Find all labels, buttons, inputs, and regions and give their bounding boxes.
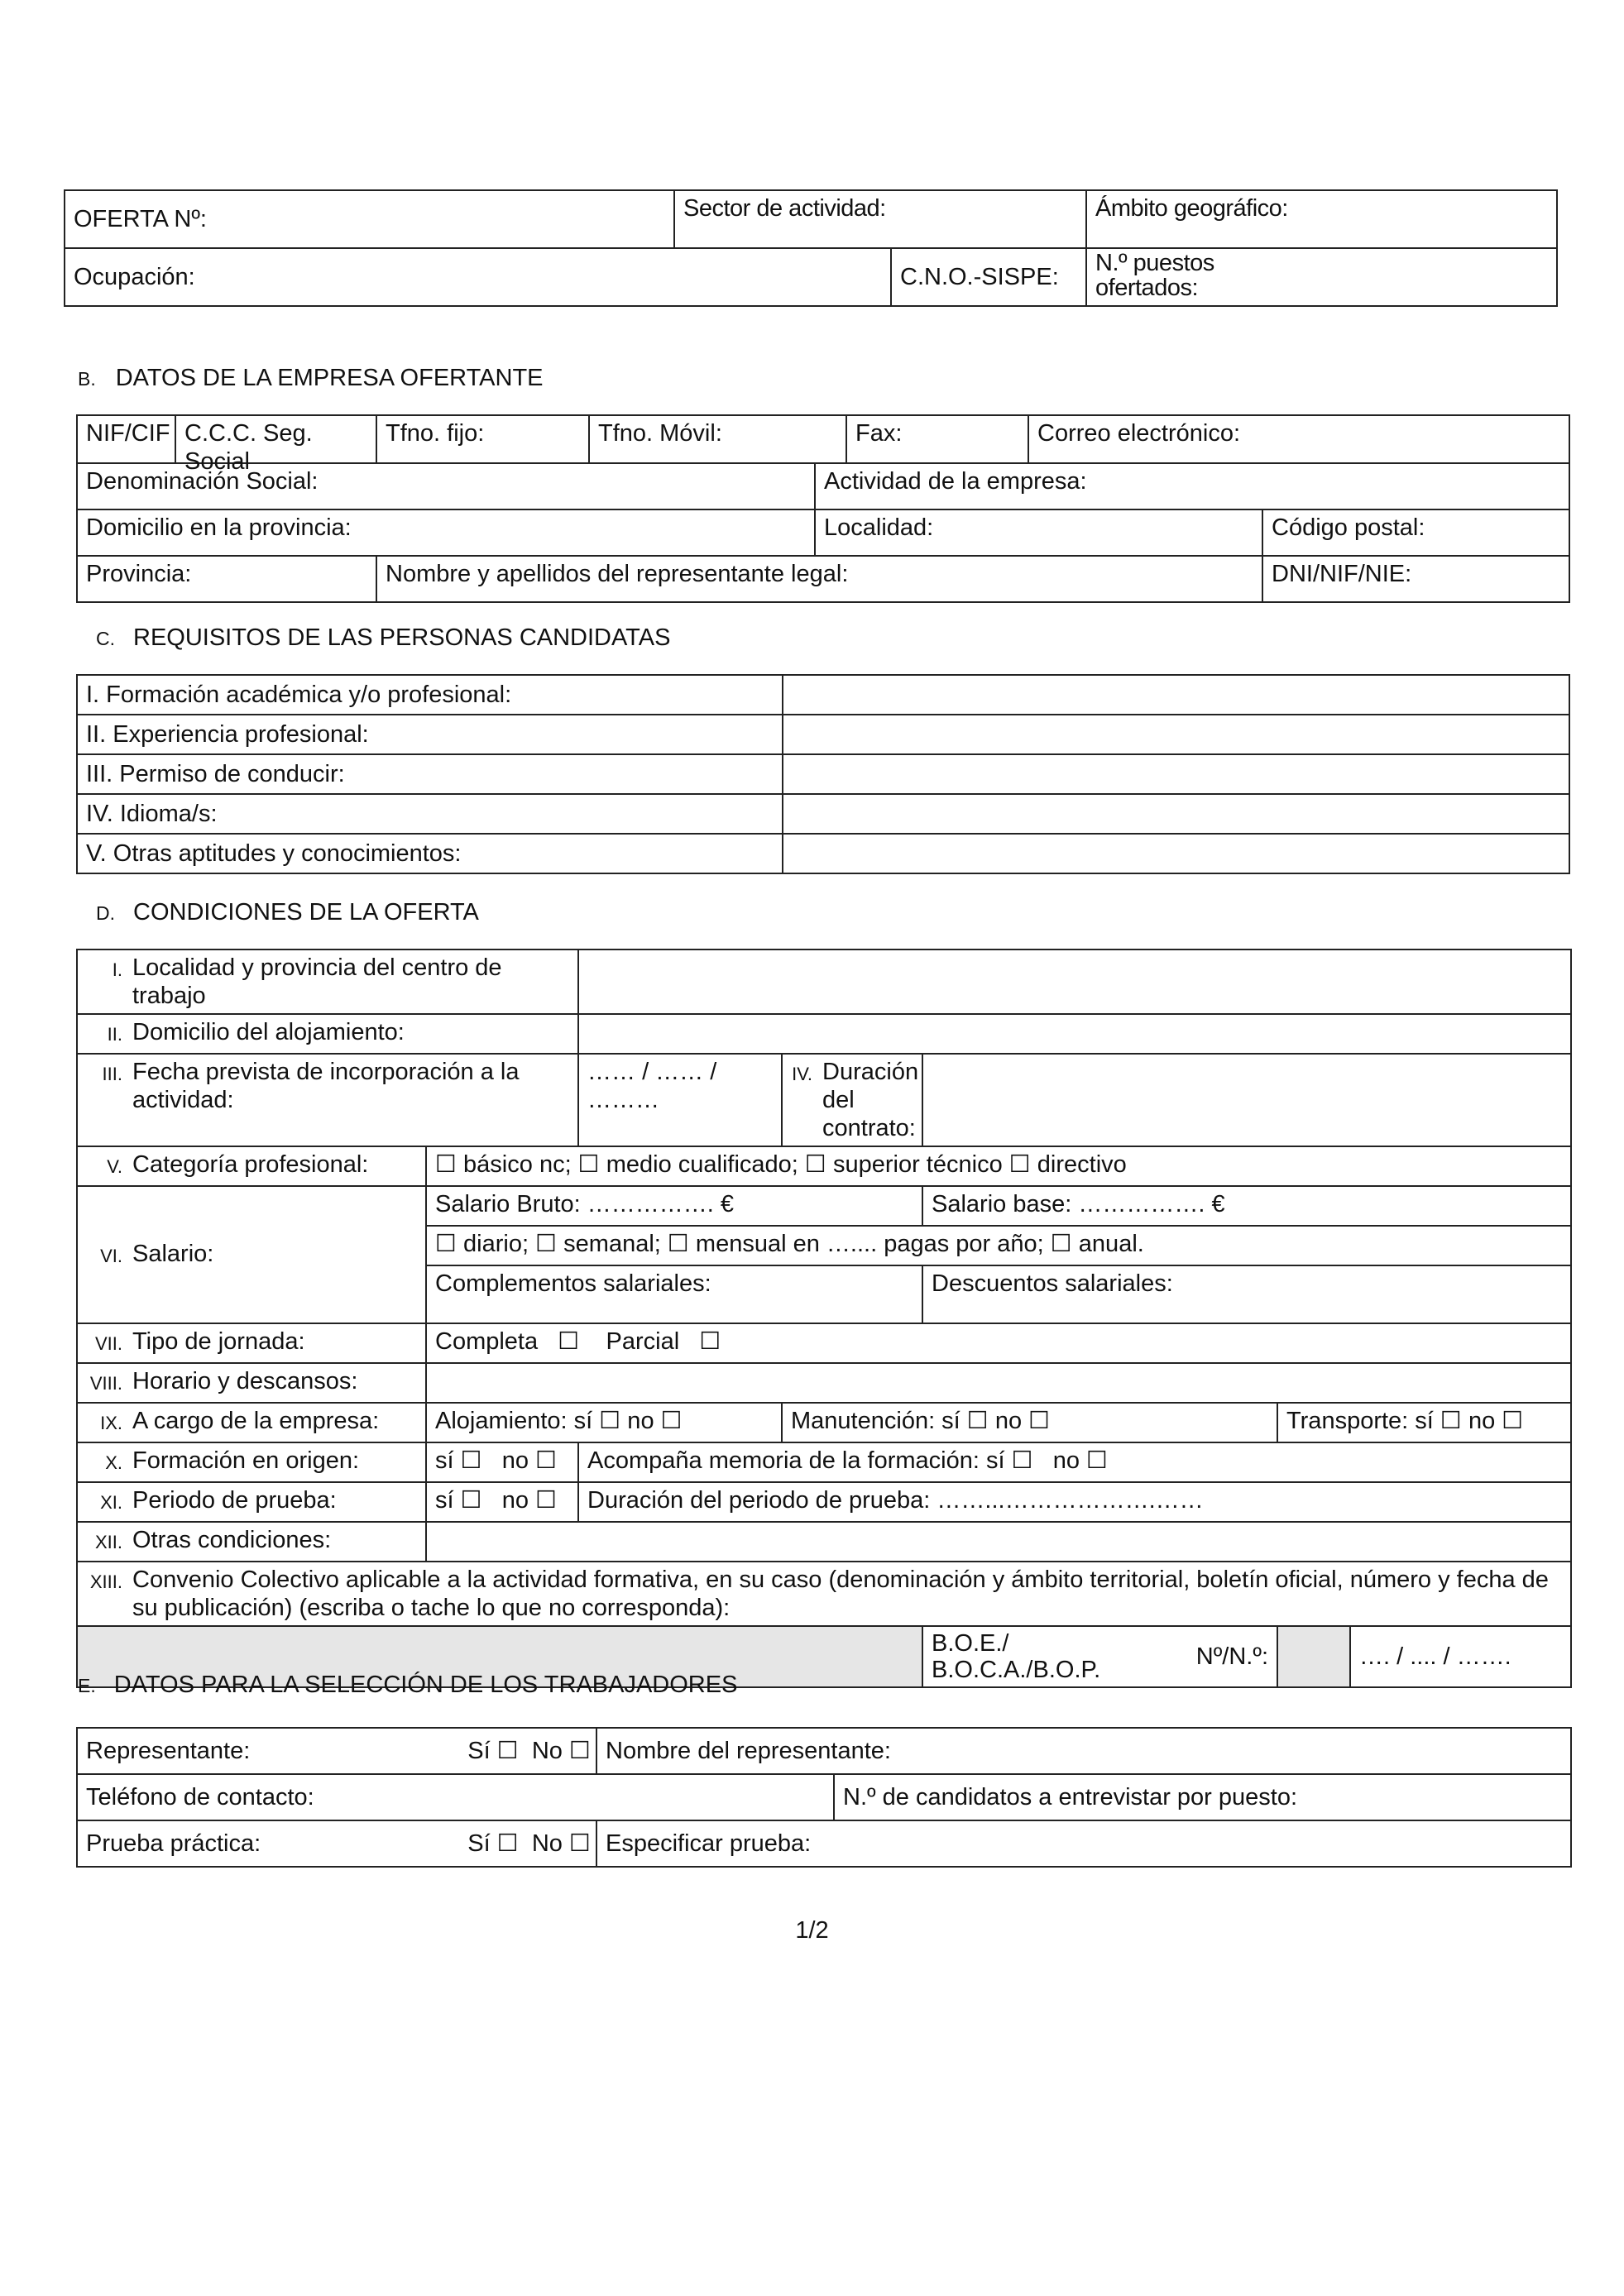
section-d-heading: CONDICIONES DE LA OFERTA bbox=[133, 899, 479, 926]
domicilio-field[interactable]: Domicilio en la provincia: bbox=[77, 509, 815, 556]
salario-base-field[interactable]: Salario base: ……………. € bbox=[922, 1186, 1571, 1226]
row-label: Tipo de jornada: bbox=[132, 1328, 305, 1355]
row-number: IV. bbox=[792, 1064, 813, 1084]
actividad-field[interactable]: Actividad de la empresa: bbox=[815, 463, 1569, 509]
representante-label: Representante: bbox=[77, 1728, 449, 1774]
row-number: VII. bbox=[94, 1333, 122, 1354]
row-label: Convenio Colectivo aplicable a la actividad formativa, en su caso (denominación y ámbito territorial, boletín oficial, número y fecha de su publicación) (escriba o tache lo que no corresponda): bbox=[132, 1567, 1549, 1621]
req-otras-input[interactable] bbox=[783, 834, 1569, 873]
localidad-field[interactable]: Localidad: bbox=[815, 509, 1262, 556]
row-label: Categoría profesional: bbox=[132, 1151, 369, 1178]
row-number: XIII. bbox=[89, 1571, 122, 1592]
req-otras-label: V. Otras aptitudes y conocimientos: bbox=[77, 834, 783, 873]
salario-bruto-field[interactable]: Salario Bruto: ……………. € bbox=[426, 1186, 922, 1226]
fecha-publicacion-field[interactable]: …. / .... / ……. bbox=[1350, 1626, 1571, 1687]
row-label: Salario: bbox=[132, 1240, 214, 1267]
cond-salario-label bbox=[77, 1186, 426, 1323]
cond-jornada-label bbox=[77, 1323, 426, 1363]
cond-localidad-label bbox=[77, 949, 578, 1014]
section-b-heading: DATOS DE LA EMPRESA OFERTANTE bbox=[115, 365, 544, 391]
cond-localidad-input[interactable] bbox=[578, 949, 1571, 1014]
section-c-title bbox=[96, 624, 670, 653]
salario-periodicidad[interactable]: ☐ diario; ☐ semanal; ☐ mensual en ….... pagas por año; ☐ anual. bbox=[426, 1226, 1571, 1265]
telefono-contacto-field[interactable]: Teléfono de contacto: bbox=[77, 1774, 834, 1820]
cond-alojamiento-label bbox=[77, 1014, 578, 1054]
puestos-label: N.º puestos ofertados: bbox=[1095, 250, 1214, 301]
row-label: Horario y descansos: bbox=[132, 1368, 358, 1394]
numero-label: Nº/N.º: bbox=[1195, 1643, 1269, 1670]
prueba-duracion-field[interactable]: Duración del periodo de prueba: ……...……………….…… bbox=[578, 1482, 1571, 1522]
dni-field[interactable]: DNI/NIF/NIE: bbox=[1262, 556, 1569, 602]
section-b-letter: B. bbox=[78, 368, 96, 390]
candidatos-field[interactable]: N.º de candidatos a entrevistar por puesto: bbox=[834, 1774, 1571, 1820]
section-c-heading: REQUISITOS DE LAS PERSONAS CANDIDATAS bbox=[133, 624, 671, 651]
alojamiento-options[interactable]: Alojamiento: sí ☐ no ☐ bbox=[426, 1403, 782, 1442]
page-number: 1/2 bbox=[795, 1917, 829, 1944]
row-number: II. bbox=[107, 1024, 122, 1045]
req-formacion-input[interactable] bbox=[783, 675, 1569, 715]
tfno-movil-field[interactable]: Tfno. Móvil: bbox=[589, 415, 846, 463]
cond-formacion-label bbox=[77, 1442, 426, 1482]
section-e-heading: DATOS PARA LA SELECCIÓN DE LOS TRABAJADORES bbox=[113, 1672, 738, 1698]
transporte-options[interactable]: Transporte: sí ☐ no ☐ bbox=[1277, 1403, 1571, 1442]
nif-field[interactable]: NIF/CIF bbox=[77, 415, 175, 463]
row-label: Formación en origen: bbox=[132, 1447, 360, 1474]
selection-table bbox=[76, 1727, 1572, 1868]
cond-horario-input[interactable] bbox=[426, 1363, 1571, 1403]
cond-fecha-label bbox=[77, 1054, 578, 1146]
row-label: Domicilio del alojamiento: bbox=[132, 1019, 405, 1045]
oferta-field[interactable]: OFERTA Nº: bbox=[65, 190, 674, 248]
row-number: IX. bbox=[100, 1413, 122, 1433]
row-number: I. bbox=[112, 959, 122, 980]
nombre-representante-field[interactable]: Nombre del representante: bbox=[596, 1728, 1571, 1774]
row-label: Periodo de prueba: bbox=[132, 1487, 337, 1514]
cond-alojamiento-input[interactable] bbox=[578, 1014, 1571, 1054]
section-c-letter: C. bbox=[96, 628, 115, 649]
tfno-fijo-field[interactable]: Tfno. fijo: bbox=[376, 415, 589, 463]
denominacion-field[interactable]: Denominación Social: bbox=[77, 463, 815, 509]
formacion-options[interactable]: sí ☐ no ☐ bbox=[426, 1442, 578, 1482]
prueba-options[interactable]: sí ☐ no ☐ bbox=[426, 1482, 578, 1522]
fecha-placeholder: …… / …… / ……… bbox=[587, 1059, 717, 1113]
cond-duracion-label bbox=[782, 1054, 922, 1146]
descuentos-field[interactable]: Descuentos salariales: bbox=[922, 1265, 1571, 1323]
puestos-field[interactable] bbox=[1086, 248, 1557, 306]
representante-legal-field[interactable]: Nombre y apellidos del representante legal: bbox=[376, 556, 1262, 602]
row-label: Fecha prevista de incorporación a la actividad: bbox=[132, 1059, 520, 1113]
cond-fecha-input[interactable] bbox=[578, 1054, 782, 1146]
numero-input[interactable] bbox=[1277, 1626, 1350, 1687]
representante-options[interactable]: Sí ☐ No ☐ bbox=[449, 1728, 596, 1774]
row-number: VIII. bbox=[89, 1373, 122, 1394]
section-b-title bbox=[78, 364, 544, 393]
provincia-field[interactable]: Provincia: bbox=[77, 556, 376, 602]
row-number: V. bbox=[107, 1156, 122, 1177]
company-table bbox=[76, 414, 1570, 603]
row-number: XII. bbox=[94, 1532, 122, 1552]
manutencion-options[interactable]: Manutención: sí ☐ no ☐ bbox=[782, 1403, 1277, 1442]
req-idiomas-input[interactable] bbox=[783, 794, 1569, 834]
section-d-letter: D. bbox=[96, 902, 115, 924]
cond-prueba-label bbox=[77, 1482, 426, 1522]
boe-text: B.O.E./ B.O.C.A./B.O.P. bbox=[932, 1630, 1101, 1683]
prueba-practica-options[interactable]: Sí ☐ No ☐ bbox=[449, 1820, 596, 1867]
cond-otras-input[interactable] bbox=[426, 1522, 1571, 1562]
ambito-field[interactable]: Ámbito geográfico: bbox=[1086, 190, 1557, 248]
req-experiencia-label: II. Experiencia profesional: bbox=[77, 715, 783, 754]
row-label: Duración del contrato: bbox=[822, 1059, 919, 1141]
section-e-letter: E. bbox=[78, 1675, 96, 1696]
row-number: VI. bbox=[100, 1245, 122, 1266]
req-permiso-input[interactable] bbox=[783, 754, 1569, 794]
section-d-title bbox=[96, 898, 479, 927]
cond-cargo-label bbox=[77, 1403, 426, 1442]
boe-label bbox=[922, 1626, 1277, 1687]
row-label: Otras condiciones: bbox=[132, 1527, 332, 1553]
req-experiencia-input[interactable] bbox=[783, 715, 1569, 754]
requirements-table bbox=[76, 674, 1570, 874]
row-number: X. bbox=[105, 1452, 122, 1473]
cond-categoria-options[interactable]: ☐ básico nc; ☐ medio cualificado; ☐ superior técnico ☐ directivo bbox=[426, 1146, 1571, 1186]
req-formacion-label: I. Formación académica y/o profesional: bbox=[77, 675, 783, 715]
conditions-table bbox=[76, 949, 1572, 1688]
cond-horario-label bbox=[77, 1363, 426, 1403]
ccc-label: C.C.C. Seg. Social bbox=[184, 420, 313, 475]
req-permiso-label: III. Permiso de conducir: bbox=[77, 754, 783, 794]
cond-categoria-label bbox=[77, 1146, 426, 1186]
sector-field[interactable]: Sector de actividad: bbox=[674, 190, 1086, 248]
ccc-field[interactable] bbox=[175, 415, 376, 475]
prueba-practica-label: Prueba práctica: bbox=[77, 1820, 449, 1867]
cond-otras-label bbox=[77, 1522, 426, 1562]
cp-field[interactable]: Código postal: bbox=[1262, 509, 1569, 556]
complementos-field[interactable]: Complementos salariales: bbox=[426, 1265, 922, 1323]
cond-duracion-input[interactable] bbox=[922, 1054, 1571, 1146]
section-e-title bbox=[78, 1671, 737, 1700]
offer-header-table bbox=[64, 189, 1558, 307]
especificar-prueba-field[interactable]: Especificar prueba: bbox=[596, 1820, 1571, 1867]
req-idiomas-label: IV. Idioma/s: bbox=[77, 794, 783, 834]
cond-jornada-options[interactable]: Completa ☐ Parcial ☐ bbox=[426, 1323, 1571, 1363]
cno-field[interactable]: C.N.O.-SISPE: bbox=[891, 248, 1086, 306]
ocupacion-field[interactable]: Ocupación: bbox=[65, 248, 891, 306]
correo-field[interactable]: Correo electrónico: bbox=[1028, 415, 1569, 463]
row-number: III. bbox=[102, 1064, 122, 1084]
cond-convenio-label bbox=[77, 1562, 1571, 1626]
row-label: A cargo de la empresa: bbox=[132, 1408, 380, 1434]
row-number: XI. bbox=[100, 1492, 122, 1513]
row-label: Localidad y provincia del centro de trabajo bbox=[132, 954, 502, 1009]
memoria-options[interactable]: Acompaña memoria de la formación: sí ☐ no ☐ bbox=[578, 1442, 1571, 1482]
fax-field[interactable]: Fax: bbox=[846, 415, 1028, 463]
